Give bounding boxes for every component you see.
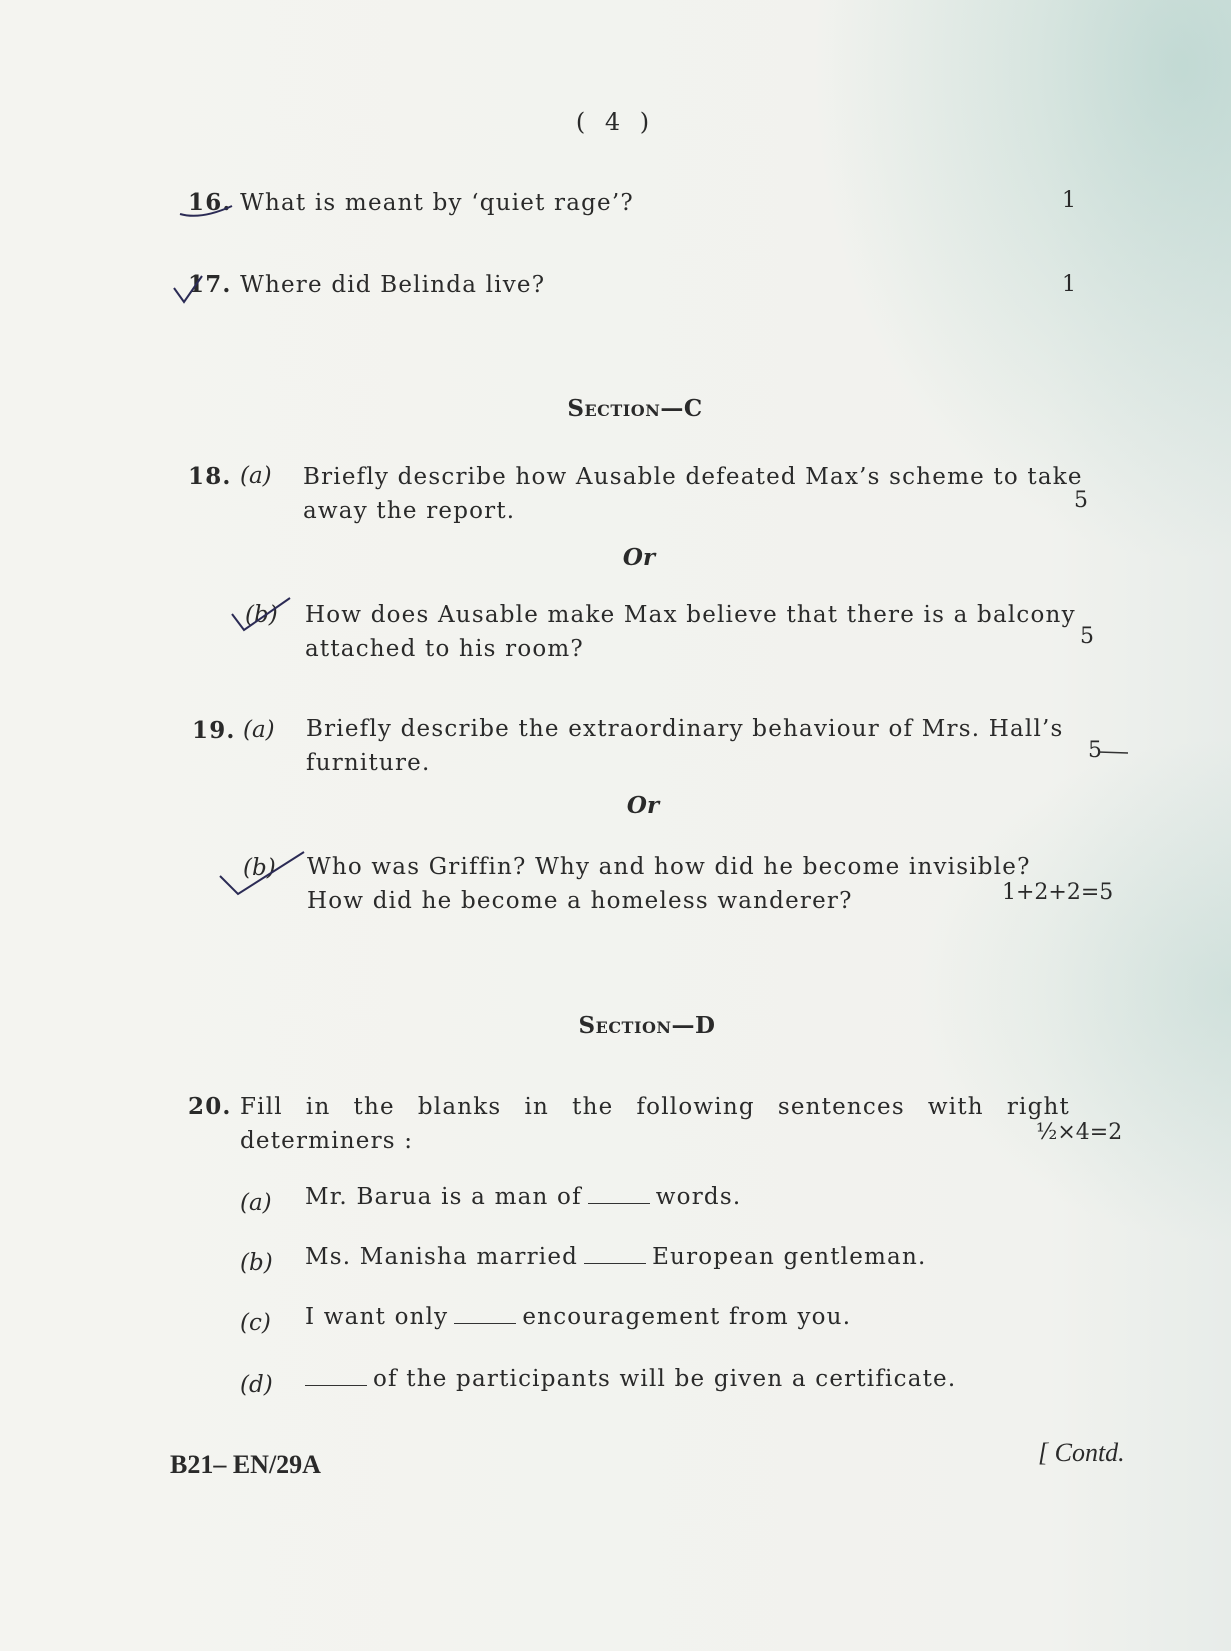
question-18a-line2: away the report. bbox=[303, 498, 516, 524]
answer-blank[interactable] bbox=[305, 1367, 367, 1386]
question-20a-label: (a) bbox=[240, 1190, 272, 1216]
question-19b-line1: Who was Griffin? Why and how did he become invisible? bbox=[307, 854, 1031, 880]
question-19a-line2: furniture. bbox=[306, 750, 431, 776]
question-20a-after: words. bbox=[655, 1184, 742, 1210]
question-19-number bbox=[192, 714, 236, 748]
question-19b-line2: How did he become a homeless wanderer? bbox=[307, 888, 853, 914]
question-16 bbox=[188, 186, 634, 220]
answer-blank[interactable] bbox=[584, 1245, 646, 1264]
tick-mark-icon bbox=[228, 594, 298, 638]
question-17-marks: 1 bbox=[1062, 272, 1076, 297]
question-20d-sentence bbox=[305, 1362, 956, 1396]
page-number: ( 4 ) bbox=[575, 108, 656, 136]
tick-mark-icon bbox=[170, 272, 210, 312]
question-20-marks: ½×4=2 bbox=[1036, 1120, 1123, 1145]
tick-mark-icon bbox=[216, 848, 310, 910]
question-18b-marks: 5 bbox=[1080, 624, 1094, 649]
question-18-or: Or bbox=[622, 544, 656, 571]
question-20-number bbox=[188, 1090, 232, 1124]
question-20-line2: determiners : bbox=[240, 1128, 414, 1154]
question-20b-after: European gentleman. bbox=[652, 1244, 927, 1270]
question-19a-text bbox=[306, 712, 1064, 780]
question-20d-after: of the participants will be given a certificate. bbox=[373, 1366, 957, 1392]
question-20c-label: (c) bbox=[240, 1310, 271, 1336]
question-19b-text bbox=[307, 850, 1031, 918]
question-18a-marks: 5 bbox=[1074, 488, 1088, 513]
section-c-title: Section—C bbox=[567, 395, 703, 422]
answer-blank[interactable] bbox=[588, 1185, 650, 1204]
question-19a-marks: 5 bbox=[1088, 738, 1102, 763]
question-20c-before: I want only bbox=[305, 1304, 449, 1330]
question-18a-line1: Briefly describe how Ausable defeated Max’s scheme to take bbox=[303, 464, 1083, 490]
question-16-number: 16. bbox=[188, 189, 232, 216]
question-20d-label: (d) bbox=[240, 1372, 273, 1398]
question-19b-marks: 1+2+2=5 bbox=[1002, 880, 1114, 905]
question-20b-label: (b) bbox=[240, 1250, 273, 1276]
question-18a-label: (a) bbox=[240, 463, 272, 489]
question-18b-label: (b) bbox=[245, 602, 278, 628]
pen-stroke-icon bbox=[1098, 748, 1138, 760]
question-18-number bbox=[188, 460, 232, 494]
paper-code: B21– EN/29A bbox=[170, 1450, 321, 1479]
tick-mark-icon bbox=[176, 196, 236, 226]
question-17 bbox=[188, 268, 545, 302]
question-20c-after: encouragement from you. bbox=[522, 1304, 852, 1330]
question-16-marks: 1 bbox=[1062, 188, 1076, 213]
question-20a-sentence bbox=[305, 1180, 741, 1214]
question-16-text: What is meant by ‘quiet rage’? bbox=[240, 190, 634, 216]
question-17-text: Where did Belinda live? bbox=[240, 272, 546, 298]
question-18a-text bbox=[303, 460, 1083, 528]
section-c-heading bbox=[435, 395, 835, 422]
question-18-num: 18. bbox=[188, 463, 232, 490]
question-20b-sentence bbox=[305, 1240, 926, 1274]
question-20-line1: Fill in the blanks in the following sentences with right bbox=[240, 1094, 1070, 1120]
question-17-number: 17. bbox=[188, 271, 232, 298]
question-20c-sentence bbox=[305, 1300, 851, 1334]
question-18b-text bbox=[305, 598, 1076, 666]
question-18b-line1: How does Ausable make Max believe that there is a balcony bbox=[305, 602, 1076, 628]
question-19-or: Or bbox=[626, 792, 660, 819]
question-20-num: 20. bbox=[188, 1093, 232, 1120]
question-19a-line1: Briefly describe the extraordinary behaviour of Mrs. Hall’s bbox=[306, 716, 1064, 742]
answer-blank[interactable] bbox=[454, 1305, 516, 1324]
question-20a-before: Mr. Barua is a man of bbox=[305, 1184, 582, 1210]
question-19-num: 19. bbox=[192, 717, 236, 744]
section-d-title: Section—D bbox=[578, 1012, 716, 1039]
continued-note: [ Contd. bbox=[1038, 1438, 1125, 1467]
question-20-text bbox=[240, 1090, 1070, 1158]
question-19b-label: (b) bbox=[243, 855, 276, 881]
question-18b-line2: attached to his room? bbox=[305, 636, 584, 662]
question-19a-label: (a) bbox=[243, 717, 275, 743]
section-d-heading bbox=[447, 1012, 847, 1039]
question-20b-before: Ms. Manisha married bbox=[305, 1244, 579, 1270]
